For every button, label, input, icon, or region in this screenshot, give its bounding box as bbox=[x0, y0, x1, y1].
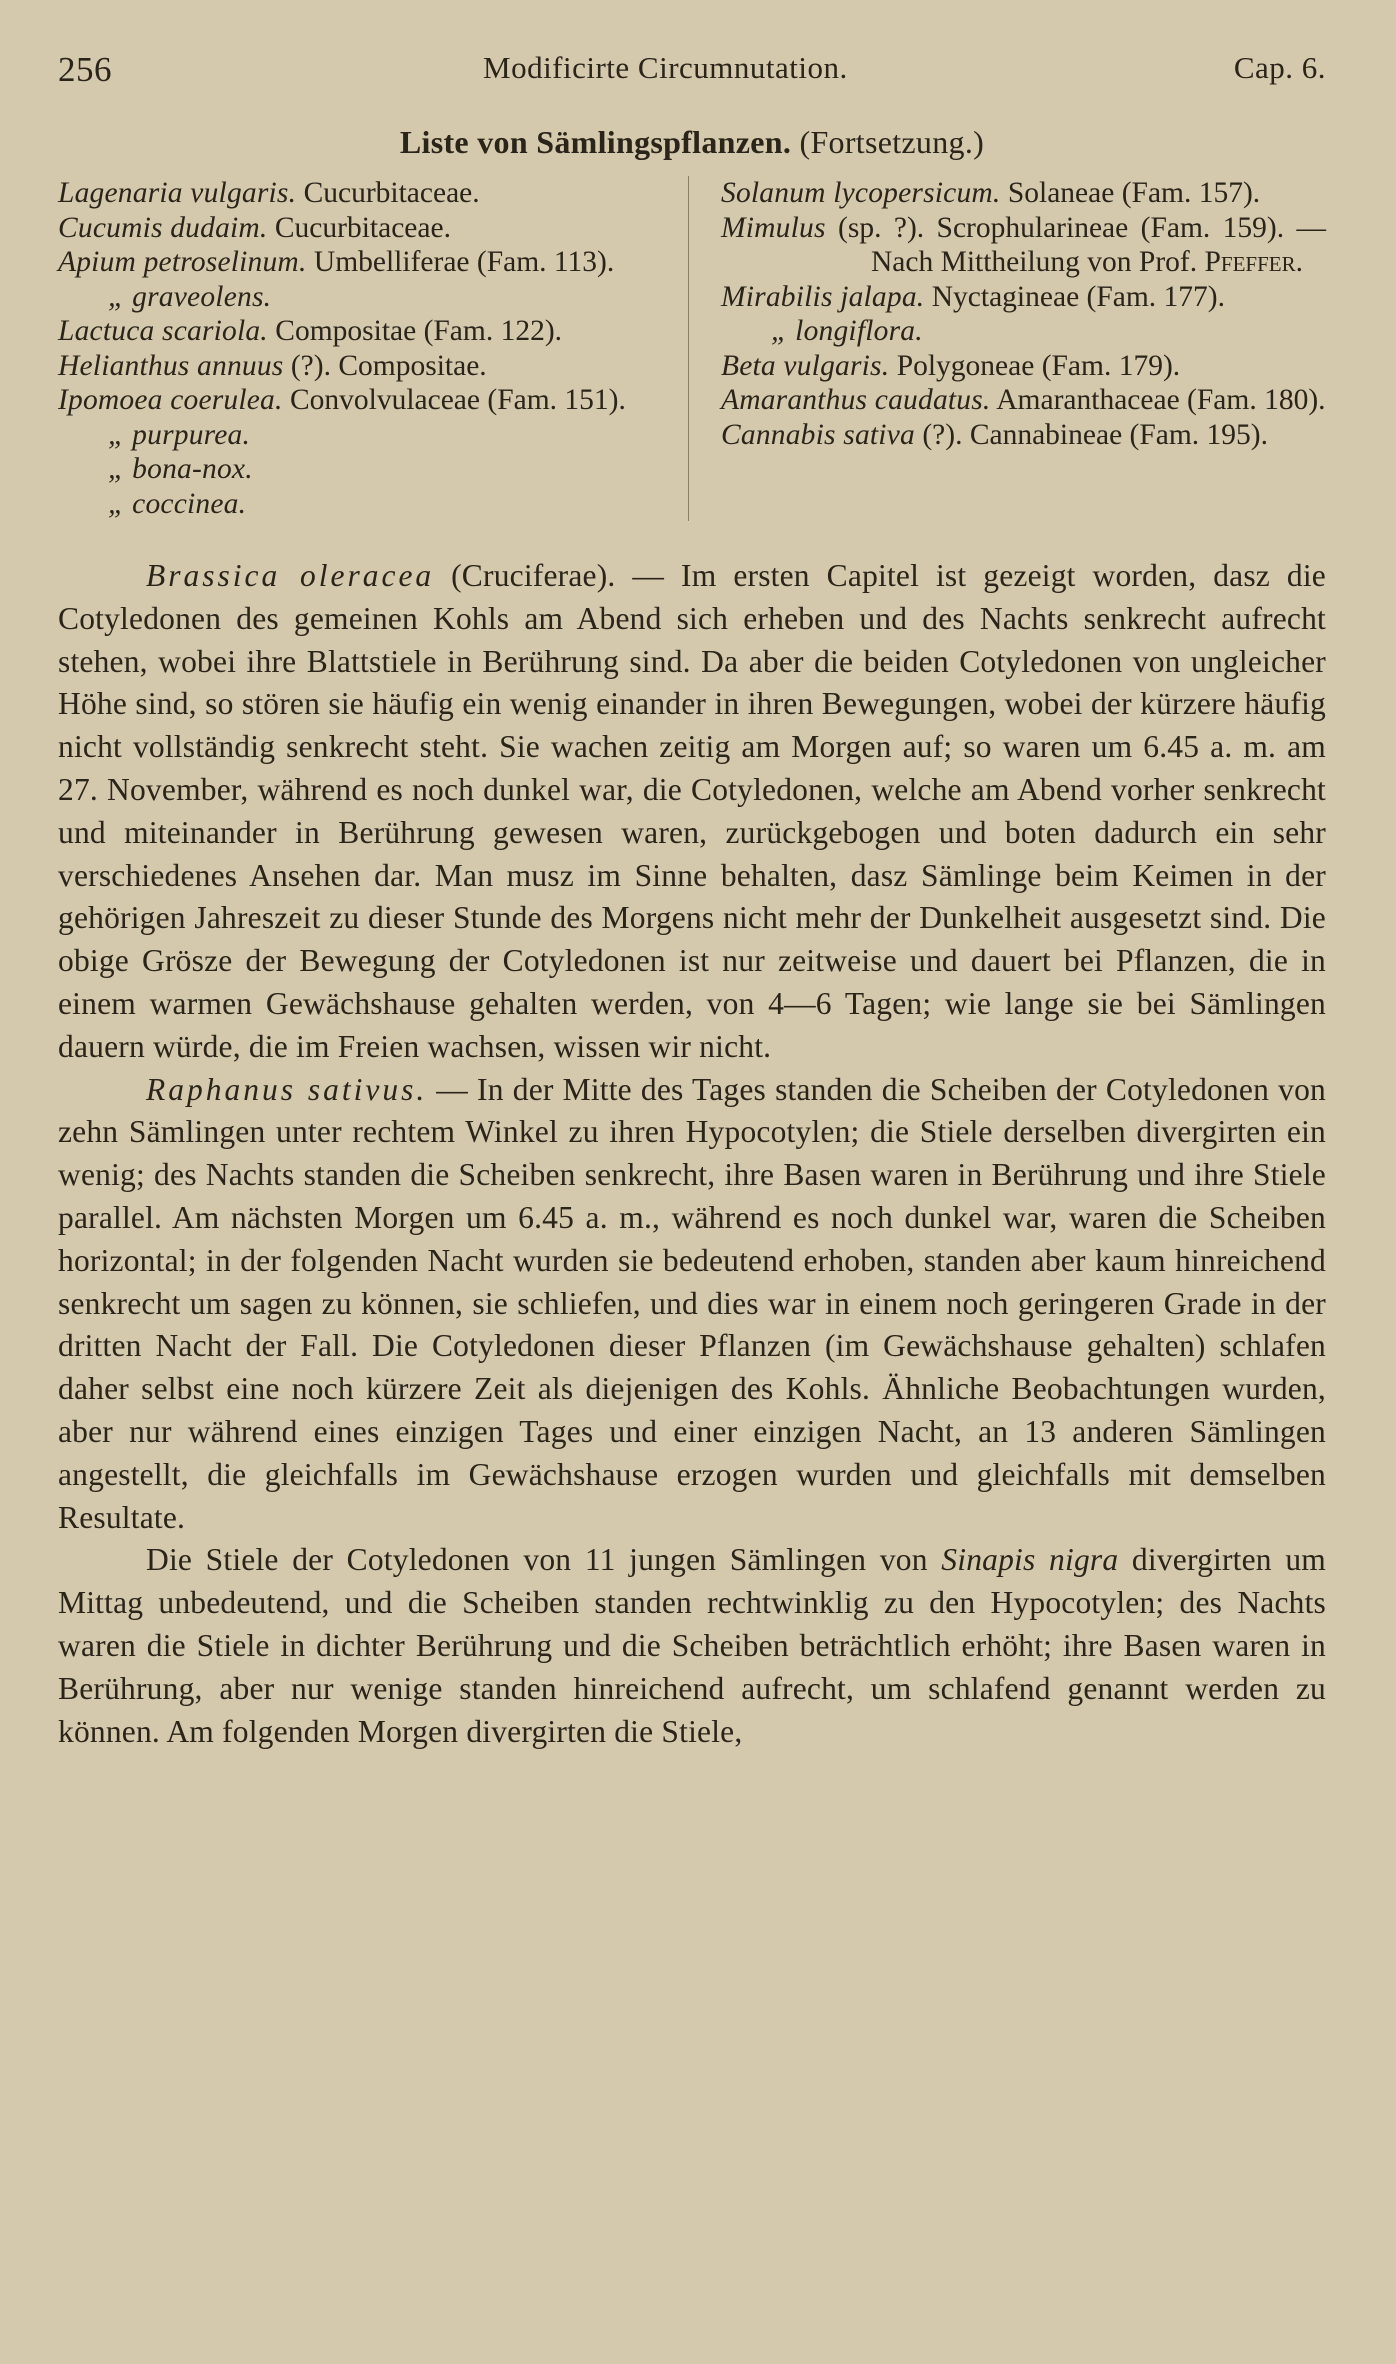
list-item: „ longiflora. bbox=[771, 315, 923, 347]
list-item: Beta vulgaris. Polygoneae (Fam. 179). bbox=[721, 349, 1181, 382]
author-name: Pfeffer. bbox=[1204, 246, 1303, 278]
list-item: Lagenaria vulgaris. Cucurbitaceae. bbox=[58, 177, 480, 209]
list-title-continuation: (Fortsetzung.) bbox=[799, 124, 985, 160]
list-item: Helianthus annuus (?). Compositae. bbox=[58, 349, 487, 382]
species-name: Sinapis nigra bbox=[941, 1542, 1119, 1578]
list-item: „ bona-nox. bbox=[108, 453, 253, 485]
list-item: Apium petroselinum. Umbelliferae (Fam. 113). bbox=[58, 246, 615, 278]
plant-list-right-column bbox=[688, 176, 1326, 521]
list-item: Solanum lycopersicum. Solaneae (Fam. 157). bbox=[721, 177, 1261, 209]
list-item: „ graveolens. bbox=[108, 280, 272, 313]
paragraph-brassica: Brassica oleracea (Cruciferae). — Im ersten Capitel ist gezeigt worden, dasz die Cotyledonen des gemeinen Kohls am Abend sich erheben und des Nachts senkrecht aufrecht stehen, wobei ihre Blattstiele in Berührung sind. Da aber die beiden Cotyledonen von ungleicher Höhe sind, so stören sie häufig ein wenig einander in ihren Bewegungen, wobei der kürzere häufig nicht vollständig senkrecht steht. Sie wachen zeitig am Morgen auf; so waren um 6.45 a. m. am 27. November, während es noch dunkel war, die Cotyledonen, welche am Abend vorher senkrecht und miteinander in Berührung gewesen waren, zurückgebogen und boten dadurch ein sehr verschiedenes Ansehen dar. Man musz im Sinne behalten, dasz Sämlinge beim Keimen in der gehörigen Jahreszeit zu dieser Stunde des Morgens nicht mehr der Dunkelheit ausgesetzt sind. Die obige Grösze der Bewegung der Cotyledonen ist nur zeitweise und dauert bei Pflanzen, die in einem warmen Gewächshause gehalten werden, von 4—6 Tagen; wie lange sie bei Sämlingen dauern würde, die im Freien wachsen, wissen wir nicht. bbox=[58, 558, 1326, 1064]
running-title: Modificirte Circumnutation. bbox=[483, 50, 848, 85]
list-item: „ coccinea. bbox=[108, 487, 247, 520]
list-item: Mirabilis jalapa. Nyctagineae (Fam. 177). bbox=[721, 280, 1226, 313]
list-item: Amaranthus caudatus. Amaranthaceae (Fam. 180). bbox=[721, 384, 1326, 416]
list-title-main: Liste von Sämlingspflanzen. bbox=[399, 124, 792, 160]
plant-list bbox=[58, 176, 1326, 521]
plant-list-left-column bbox=[58, 176, 688, 521]
species-name: Brassica oleracea bbox=[146, 558, 435, 593]
list-item: Mimulus (sp. ?). Scrophularineae (Fam. 159). — Nach Mittheilung von Prof. Pfeffer. bbox=[721, 211, 1326, 278]
body-text bbox=[58, 555, 1326, 1753]
species-name: Raphanus sativus. bbox=[146, 1071, 428, 1107]
paragraph-raphanus: Raphanus sativus. — In der Mitte des Tages standen die Scheiben der Cotyledonen von zehn Sämlingen unter rechtem Winkel zu ihren Hypocotylen; die Stiele derselben divergirten ein wenig; des Nachts standen die Scheiben senkrecht, ihre Basen waren in Berührung und ihre Stiele parallel. Am nächsten Morgen um 6.45 a. m., während es noch dunkel war, waren die Scheiben horizontal; in der folgenden Nacht wurden sie bedeutend erhoben, standen aber kaum hinreichend senkrecht um sagen zu können, sie schliefen, und dies war in einem noch geringeren Grade in der dritten Nacht der Fall. Die Cotyledonen dieser Pflanzen (im Gewächshause gehalten) schlafen daher selbst eine noch kürzere Zeit als diejenigen des Kohls. Ähnliche Beobachtungen wurden, aber nur während eines einzigen Tages und einer einzigen Nacht, an 13 anderen Sämlingen angestellt, die gleichfalls im Gewächshause erzogen wurden und gleichfalls mit demselben Resultate. bbox=[58, 1071, 1326, 1535]
list-item: Lactuca scariola. Compositae (Fam. 122). bbox=[58, 315, 563, 347]
list-item: „ purpurea. bbox=[108, 418, 251, 451]
list-item: Cucumis dudaim. Cucurbitaceae. bbox=[58, 211, 451, 244]
paragraph-sinapis: Die Stiele der Cotyledonen von 11 jungen Sämlingen von Sinapis nigra divergirten um Mittag unbedeutend, und die Scheiben standen rechtwinklig zu den Hypocotylen; des Nachts waren die Stiele in dichter Berührung und die Scheiben beträchtlich erhöht; ihre Basen waren in Berührung, aber nur wenige standen hinreichend aufrecht, um schlafend genannt werden zu können. Am folgenden Morgen divergirten die Stiele, bbox=[58, 1542, 1327, 1749]
page-number: 256 bbox=[58, 50, 112, 89]
list-title bbox=[58, 124, 1326, 168]
running-head bbox=[58, 40, 1326, 100]
list-item: Cannabis sativa (?). Cannabineae (Fam. 195). bbox=[721, 418, 1269, 451]
list-item: Ipomoea coerulea. Convolvulaceae (Fam. 151). bbox=[58, 384, 626, 416]
chapter-label: Cap. 6. bbox=[1233, 50, 1326, 85]
